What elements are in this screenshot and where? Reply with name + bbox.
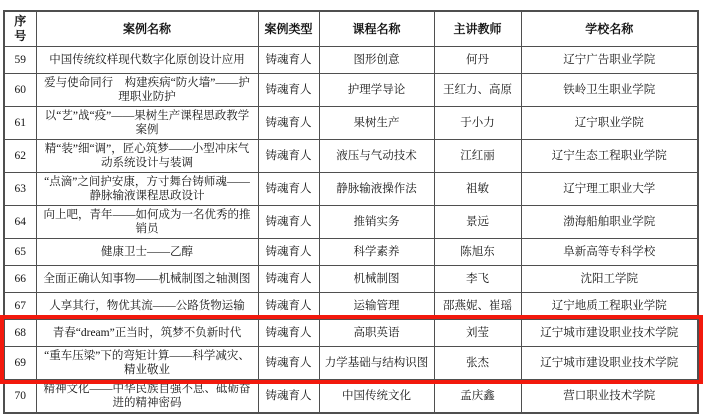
cell-course-name: 机械制图 bbox=[319, 266, 434, 293]
cases-table bbox=[3, 10, 699, 414]
cell-case-type: 铸魂育人 bbox=[258, 140, 319, 173]
cases-table-container bbox=[3, 10, 699, 414]
table-row bbox=[4, 347, 698, 380]
cell-case-type: 铸魂育人 bbox=[258, 173, 319, 206]
cell-school: 阜新高等专科学校 bbox=[521, 239, 698, 266]
cell-no: 60 bbox=[4, 74, 36, 107]
cell-case-name: 爱与使命同行 构建疾病“防火墙”——护理职业防护 bbox=[36, 74, 258, 107]
cell-case-name: 健康卫士——乙醇 bbox=[36, 239, 258, 266]
cell-course-name: 护理学导论 bbox=[319, 74, 434, 107]
cell-no: 65 bbox=[4, 239, 36, 266]
cell-teacher: 景远 bbox=[434, 206, 521, 239]
cell-case-type: 铸魂育人 bbox=[258, 239, 319, 266]
cell-teacher: 李飞 bbox=[434, 266, 521, 293]
cell-no: 67 bbox=[4, 293, 36, 320]
cell-case-type: 铸魂育人 bbox=[258, 266, 319, 293]
cell-course-name: 静脉输液操作法 bbox=[319, 173, 434, 206]
cell-school: 辽宁理工职业大学 bbox=[521, 173, 698, 206]
column-header-case-name: 案例名称 bbox=[36, 11, 258, 47]
cell-case-type: 铸魂育人 bbox=[258, 206, 319, 239]
table-row bbox=[4, 206, 698, 239]
table-row bbox=[4, 320, 698, 347]
cell-course-name: 图形创意 bbox=[319, 47, 434, 74]
cell-case-name: 全面正确认知事物——机械制图之轴测图 bbox=[36, 266, 258, 293]
table-body bbox=[4, 47, 698, 414]
cell-teacher: 何丹 bbox=[434, 47, 521, 74]
cell-school: 营口职业技术学院 bbox=[521, 380, 698, 414]
cell-no: 69 bbox=[4, 347, 36, 380]
cell-case-type: 铸魂育人 bbox=[258, 380, 319, 414]
cell-case-name: 精神文化——中华民族自强不息、砥砺奋进的精神密码 bbox=[36, 380, 258, 414]
cell-school: 辽宁职业学院 bbox=[521, 107, 698, 140]
column-header-course-name: 课程名称 bbox=[319, 11, 434, 47]
cell-teacher: 张杰 bbox=[434, 347, 521, 380]
column-header-no: 序号 bbox=[4, 11, 36, 47]
cell-case-type: 铸魂育人 bbox=[258, 320, 319, 347]
cell-no: 66 bbox=[4, 266, 36, 293]
cell-case-name: 精“装”细“调”，匠心筑梦——小型冲床气动系统设计与装调 bbox=[36, 140, 258, 173]
cell-course-name: 中国传统文化 bbox=[319, 380, 434, 414]
cell-school: 辽宁广告职业学院 bbox=[521, 47, 698, 74]
cell-teacher: 于小力 bbox=[434, 107, 521, 140]
cell-school: 渤海船舶职业学院 bbox=[521, 206, 698, 239]
header-row bbox=[4, 11, 698, 47]
cell-school: 辽宁城市建设职业技术学院 bbox=[521, 320, 698, 347]
table-row bbox=[4, 140, 698, 173]
cell-teacher: 邵燕妮、崔瑶 bbox=[434, 293, 521, 320]
cell-case-type: 铸魂育人 bbox=[258, 293, 319, 320]
column-header-teacher: 主讲教师 bbox=[434, 11, 521, 47]
cell-no: 59 bbox=[4, 47, 36, 74]
cell-course-name: 科学素养 bbox=[319, 239, 434, 266]
column-header-school: 学校名称 bbox=[521, 11, 698, 47]
cell-case-name: “重车压梁”下的弯矩计算——科学减灾、精业敬业 bbox=[36, 347, 258, 380]
cell-case-name: 以“艺”战“疫”——果树生产课程思政教学案例 bbox=[36, 107, 258, 140]
cell-case-name: 中国传统纹样现代数字化原创设计应用 bbox=[36, 47, 258, 74]
cell-teacher: 孟庆鑫 bbox=[434, 380, 521, 414]
cell-teacher: 祖敏 bbox=[434, 173, 521, 206]
table-row bbox=[4, 173, 698, 206]
cell-no: 64 bbox=[4, 206, 36, 239]
cell-no: 63 bbox=[4, 173, 36, 206]
cell-no: 61 bbox=[4, 107, 36, 140]
table-row bbox=[4, 47, 698, 74]
table-row bbox=[4, 380, 698, 414]
cell-no: 62 bbox=[4, 140, 36, 173]
table-row bbox=[4, 107, 698, 140]
cell-school: 辽宁生态工程职业学院 bbox=[521, 140, 698, 173]
cell-case-type: 铸魂育人 bbox=[258, 107, 319, 140]
cell-course-name: 推销实务 bbox=[319, 206, 434, 239]
cell-teacher: 刘莹 bbox=[434, 320, 521, 347]
cell-teacher: 陈旭东 bbox=[434, 239, 521, 266]
cell-case-name: 青春“dream”正当时，筑梦不负新时代 bbox=[36, 320, 258, 347]
cell-case-name: 人享其行，物优其流——公路货物运输 bbox=[36, 293, 258, 320]
cell-no: 70 bbox=[4, 380, 36, 414]
cell-school: 沈阳工学院 bbox=[521, 266, 698, 293]
table-row bbox=[4, 293, 698, 320]
table-row bbox=[4, 74, 698, 107]
table-row bbox=[4, 239, 698, 266]
cell-case-name: “点滴”之间护安康，方寸舞台铸师魂——静脉输液课程思政设计 bbox=[36, 173, 258, 206]
cell-case-type: 铸魂育人 bbox=[258, 47, 319, 74]
cell-no: 68 bbox=[4, 320, 36, 347]
cell-course-name: 力学基础与结构识图 bbox=[319, 347, 434, 380]
column-header-case-type: 案例类型 bbox=[258, 11, 319, 47]
cell-course-name: 运输管理 bbox=[319, 293, 434, 320]
cell-school: 辽宁城市建设职业技术学院 bbox=[521, 347, 698, 380]
cell-teacher: 王红力、高原 bbox=[434, 74, 521, 107]
cell-case-type: 铸魂育人 bbox=[258, 347, 319, 380]
cell-teacher: 江红丽 bbox=[434, 140, 521, 173]
cell-case-name: 向上吧，青年——如何成为一名优秀的推销员 bbox=[36, 206, 258, 239]
cell-course-name: 液压与气动技术 bbox=[319, 140, 434, 173]
cell-case-type: 铸魂育人 bbox=[258, 74, 319, 107]
cell-school: 辽宁地质工程职业学院 bbox=[521, 293, 698, 320]
table-row bbox=[4, 266, 698, 293]
cell-course-name: 高职英语 bbox=[319, 320, 434, 347]
cell-course-name: 果树生产 bbox=[319, 107, 434, 140]
cell-school: 铁岭卫生职业学院 bbox=[521, 74, 698, 107]
